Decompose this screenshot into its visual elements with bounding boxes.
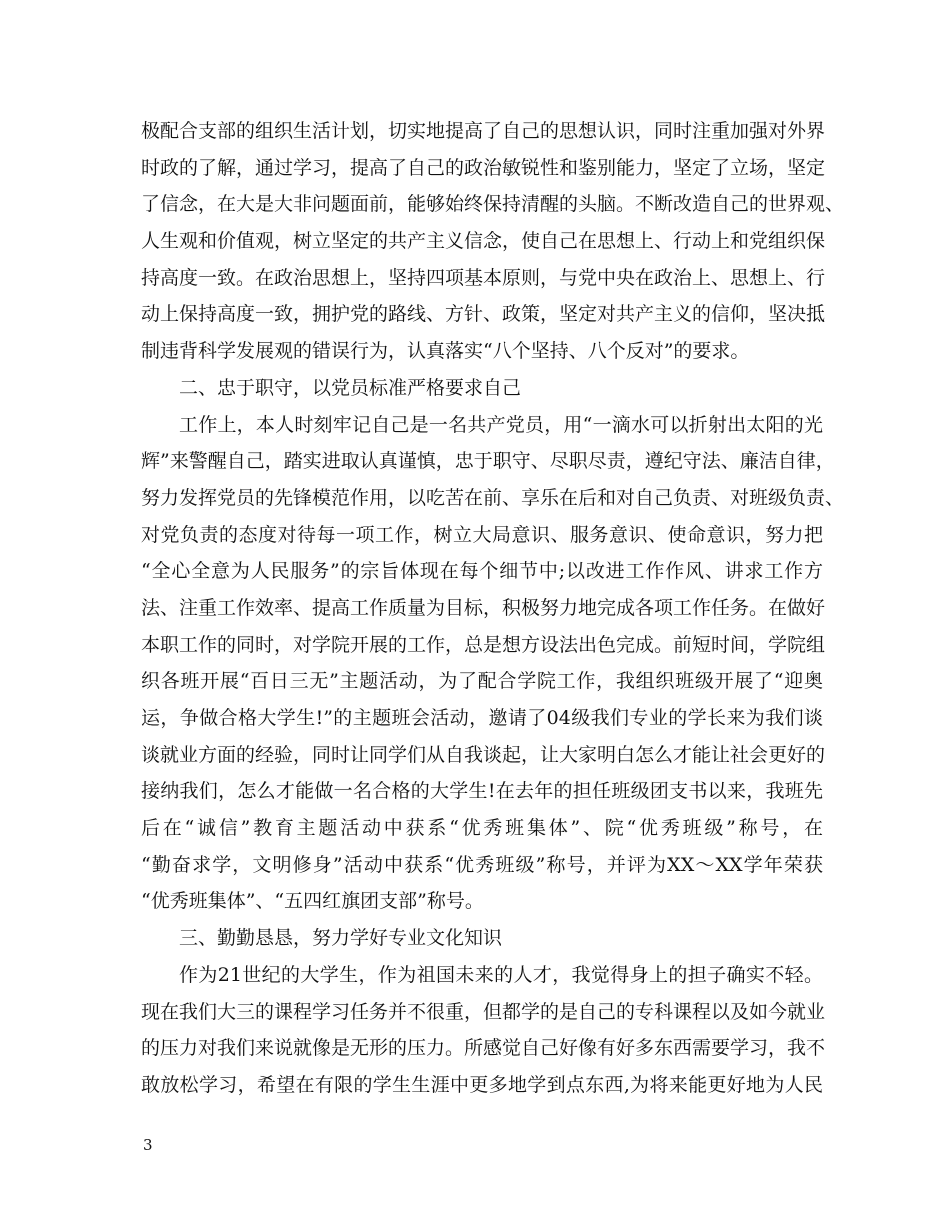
text-line: 动上保持高度一致，拥护党的路线、方针、政策，坚定对共产主义的信仰，坚决抵 <box>141 303 826 326</box>
text-line: 人生观和价值观，树立坚定的共产主义信念，使自己在思想上、行动上和党组织保 <box>141 230 826 253</box>
text-line: 后在“诚信”教育主题活动中获系“优秀班集体”、院“优秀班级”称号，在 <box>141 817 823 840</box>
text-line: 时政的了解，通过学习，提高了自己的政治敏锐性和鉴别能力，坚定了立场，坚定 <box>141 156 826 179</box>
text-line: “勤奋求学，文明修身”活动中获系“优秀班级”称号，并评为XX～XX学年荣获 <box>141 853 823 876</box>
text-line: 敢放松学习，希望在有限的学生生涯中更多地学到点东西,为将来能更好地为人民 <box>141 1073 823 1096</box>
text-line: 现在我们大三的课程学习任务并不很重，但都学的是自己的专科课程以及如今就业 <box>141 1000 826 1023</box>
page-number: 3 <box>143 1136 153 1154</box>
text-line: 谈就业方面的经验，同时让同学们从自我谈起，让大家明白怎么才能让社会更好的 <box>141 743 826 766</box>
text-line: 本职工作的同时，对学院开展的工作，总是想方设法出色完成。前短时间，学院组 <box>141 633 826 656</box>
section-heading: 二、忠于职守，以党员标准严格要求自己 <box>179 376 522 399</box>
body-text <box>141 113 845 1104</box>
text-line: 制违背科学发展观的错误行为，认真落实“八个坚持、八个反对”的要求。 <box>141 340 750 363</box>
text-line: 持高度一致。在政治思想上，坚持四项基本原则，与党中央在政治上、思想上、行 <box>141 266 826 289</box>
text-line: 极配合支部的组织生活计划，切实地提高了自己的思想认识，同时注重加强对外界 <box>141 120 826 142</box>
text-line: 织各班开展“百日三无”主题活动，为了配合学院工作，我组织班级开展了“迎奥 <box>141 670 823 693</box>
text-line: 接纳我们，怎么才能做一名合格的大学生!在去年的担任班级团支书以来，我班先 <box>141 780 823 803</box>
text-line: 作为21世纪的大学生，作为祖国未来的人才，我觉得身上的担子确实不轻。 <box>179 963 823 986</box>
text-line: 努力发挥党员的先锋模范作用，以吃苦在前、享乐在后和对自己负责、对班级负责、 <box>141 486 845 509</box>
text-line: “全心全意为人民服务”的宗旨体现在每个细节中;以改进工作作风、讲求工作方 <box>141 560 823 583</box>
text-line: 对党负责的态度对待每一项工作，树立大局意识、服务意识、使命意识，努力把 <box>141 523 823 546</box>
text-line: 辉”来警醒自己，踏实进取认真谨慎，忠于职守、尽职尽责，遵纪守法、廉洁自律， <box>141 450 835 473</box>
text-line: 运，争做合格大学生!”的主题班会活动，邀请了04级我们专业的学长来为我们谈 <box>141 707 823 729</box>
text-line: 了信念，在大是大非问题面前，能够始终保持清醒的头脑。不断改造自己的世界观、 <box>141 193 845 216</box>
text-line: 的压力对我们来说就像是无形的压力。所感觉自己好像有好多东西需要学习，我不 <box>141 1037 826 1060</box>
text-line: “优秀班集体”、“五四红旗团支部”称号。 <box>141 890 484 913</box>
text-line: 工作上，本人时刻牢记自己是一名共产党员，用“一滴水可以折射出太阳的光 <box>179 413 823 436</box>
text-line: 法、注重工作效率、提高工作质量为目标，积极努力地完成各项工作任务。在做好 <box>141 596 826 619</box>
section-heading: 三、勤勤恳恳，努力学好专业文化知识 <box>179 927 503 950</box>
